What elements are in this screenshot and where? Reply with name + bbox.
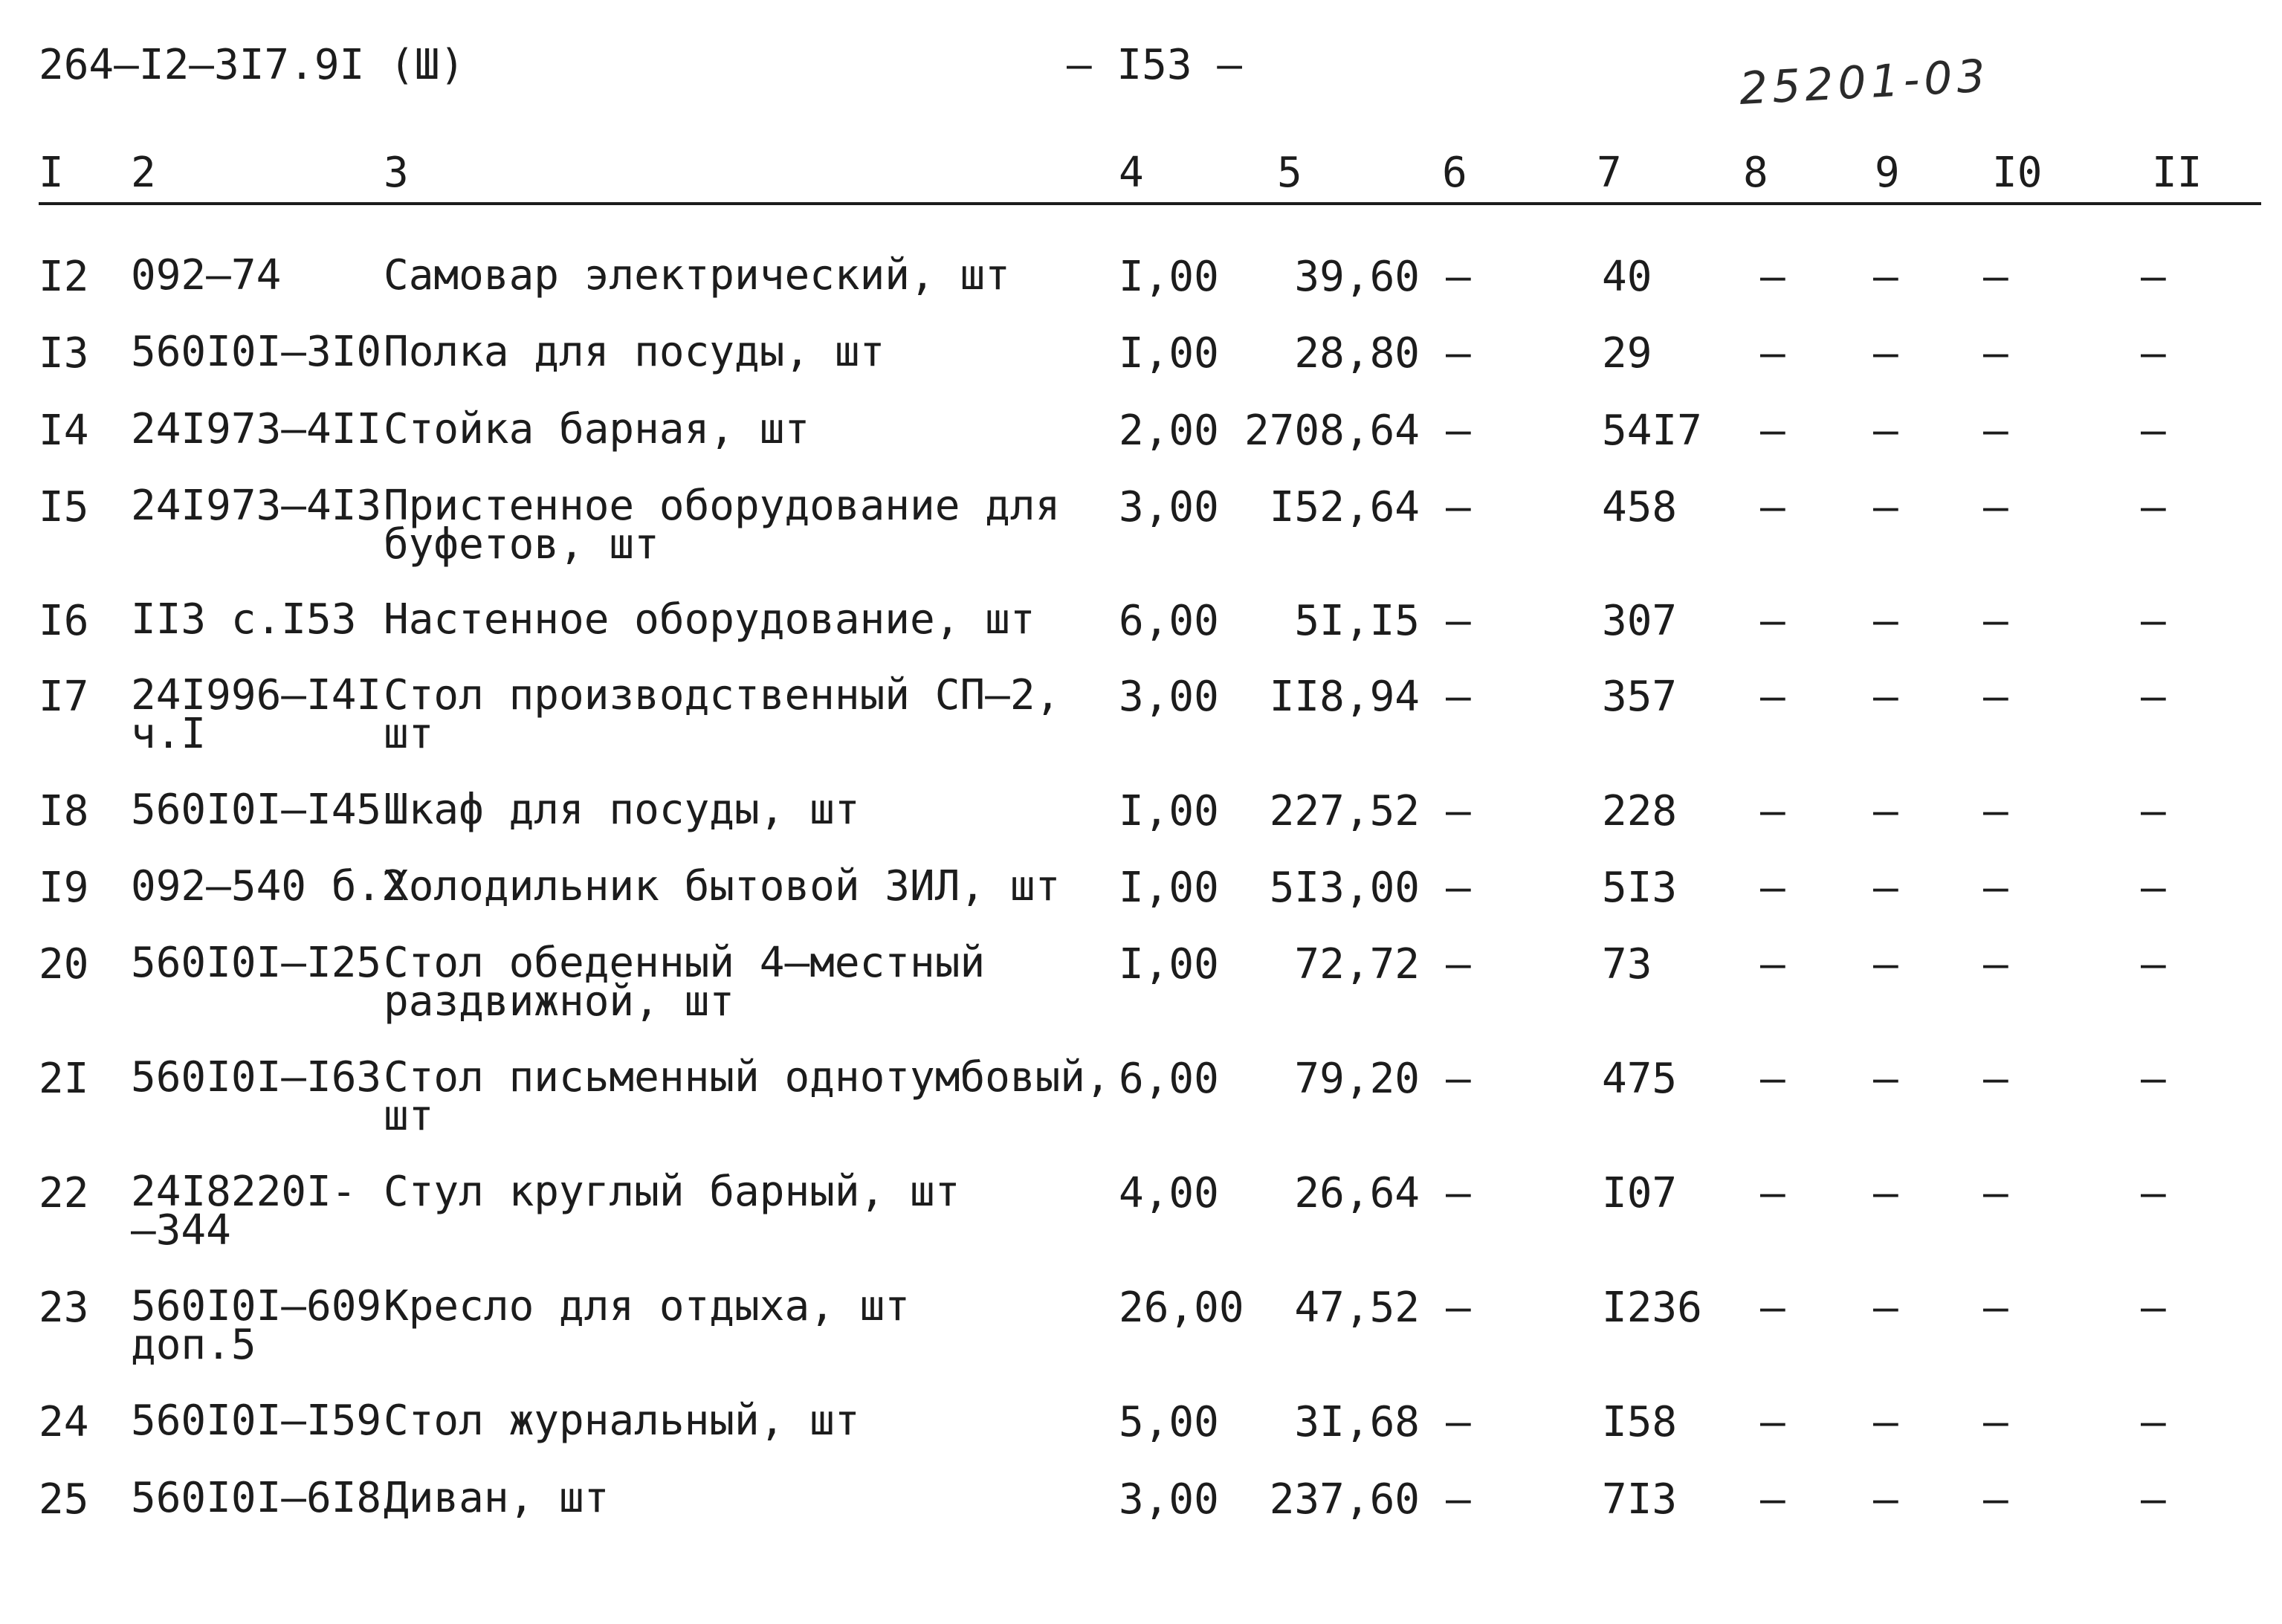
unit-price: 26,64 [1294,1169,1420,1217]
dash-cell: – [1983,253,2008,301]
dash-cell: – [1446,407,1471,455]
dash-cell: – [1760,864,1785,912]
dash-cell: – [1760,483,1785,531]
dash-cell: – [2141,1055,2166,1103]
dash-cell: – [1983,597,2008,645]
dash-cell: – [1983,483,2008,531]
item-name: Стол производственный СП–2, шт [384,671,1061,758]
dash-cell: – [1760,597,1785,645]
item-name: Полка для посуды, шт [384,328,885,376]
unit-price: 5I3,00 [1269,864,1420,912]
total-value: I07 [1602,1169,1678,1217]
dash-cell: – [1446,597,1471,645]
dash-cell: – [1983,1475,2008,1524]
dash-cell: – [1983,1169,2008,1217]
dash-cell: – [1873,1169,1898,1217]
dash-cell: – [2141,597,2166,645]
dash-cell: – [1446,1475,1471,1524]
dash-cell: – [1873,787,1898,835]
item-name: Стойка барная, шт [384,405,810,453]
dash-cell: – [2141,673,2166,721]
dash-cell: – [1983,1055,2008,1103]
item-code: 24I996–I4I ч.I [131,671,382,758]
quantity: I,00 [1119,253,1219,301]
dash-cell: – [1760,1398,1785,1446]
item-code: 560I0I–I59 [131,1397,382,1445]
item-name: Стол письменный однотумбовый, шт [384,1053,1111,1140]
dash-cell: – [1446,864,1471,912]
quantity: I,00 [1119,864,1219,912]
dash-cell: – [1873,1055,1898,1103]
column-header: I [39,149,64,197]
quantity: I,00 [1119,940,1219,989]
quantity: 26,00 [1119,1284,1244,1332]
total-value: I58 [1602,1398,1678,1446]
row-number: 20 [39,940,89,989]
column-header: II [2152,149,2202,197]
total-value: 475 [1602,1055,1678,1103]
item-name: Холодильник бытовой ЗИЛ, шт [384,862,1061,910]
dash-cell: – [2141,864,2166,912]
dash-cell: – [2141,940,2166,989]
quantity: 5,00 [1119,1398,1219,1446]
column-header: 2 [131,149,156,197]
dash-cell: – [1983,1284,2008,1332]
quantity: I,00 [1119,329,1219,378]
dash-cell: – [1760,1055,1785,1103]
dash-cell: – [1873,483,1898,531]
dash-cell: – [1873,329,1898,378]
row-number: I5 [39,483,89,531]
dash-cell: – [1446,1169,1471,1217]
item-code: 560I0I–I63 [131,1053,382,1101]
quantity: 4,00 [1119,1169,1219,1217]
item-code: 560I0I–3I0 [131,328,382,376]
item-code: 560I0I–6I8 [131,1474,382,1522]
item-name: Диван, шт [384,1474,610,1522]
item-name: Стол обеденный 4–местный раздвижной, шт [384,939,986,1026]
total-value: 40 [1602,253,1652,301]
dash-cell: – [1873,407,1898,455]
unit-price: 237,60 [1269,1475,1420,1524]
column-header: I0 [1992,149,2043,197]
total-value: 54I7 [1602,407,1702,455]
dash-cell: – [1873,253,1898,301]
handwritten-note: 25201-03 [1738,50,1991,115]
dash-cell: – [1983,940,2008,989]
dash-cell: – [1873,1284,1898,1332]
dash-cell: – [1446,787,1471,835]
dash-cell: – [1873,1398,1898,1446]
unit-price: 3I,68 [1294,1398,1420,1446]
unit-price: 72,72 [1294,940,1420,989]
row-number: I8 [39,787,89,835]
quantity: 3,00 [1119,1475,1219,1524]
unit-price: I52,64 [1269,483,1420,531]
dash-cell: – [2141,407,2166,455]
unit-price: II8,94 [1269,673,1420,721]
dash-cell: – [1760,1284,1785,1332]
total-value: 73 [1602,940,1652,989]
dash-cell: – [1983,673,2008,721]
dash-cell: – [1873,597,1898,645]
quantity: 2,00 [1119,407,1219,455]
row-number: 25 [39,1475,89,1524]
dash-cell: – [1446,940,1471,989]
dash-cell: – [2141,483,2166,531]
column-header: 7 [1597,149,1622,197]
row-number: 23 [39,1284,89,1332]
column-header: 9 [1875,149,1900,197]
unit-price: 39,60 [1294,253,1420,301]
dash-cell: – [1760,253,1785,301]
dash-cell: – [1873,940,1898,989]
item-name: Шкаф для посуды, шт [384,786,860,834]
total-value: 228 [1602,787,1678,835]
row-number: 24 [39,1398,89,1446]
row-number: I2 [39,253,89,301]
column-header: 8 [1743,149,1768,197]
total-value: 5I3 [1602,864,1678,912]
quantity: 6,00 [1119,597,1219,645]
item-name: Самовар электрический, шт [384,251,1010,300]
dash-cell: – [2141,1475,2166,1524]
dash-cell: – [1760,940,1785,989]
unit-price: 2708,64 [1244,407,1420,455]
dash-cell: – [2141,253,2166,301]
dash-cell: – [1446,1055,1471,1103]
dash-cell: – [1760,1475,1785,1524]
total-value: 357 [1602,673,1678,721]
item-code: 560I0I–I25 [131,939,382,987]
dash-cell: – [1446,329,1471,378]
dash-cell: – [1983,864,2008,912]
quantity: 3,00 [1119,673,1219,721]
item-code: 092–74 [131,251,282,300]
dash-cell: – [2141,329,2166,378]
dash-cell: – [1760,787,1785,835]
row-number: I4 [39,407,89,455]
dash-cell: – [2141,787,2166,835]
dash-cell: – [1760,1169,1785,1217]
row-number: I9 [39,864,89,912]
column-header: 6 [1442,149,1467,197]
dash-cell: – [1983,1398,2008,1446]
total-value: 458 [1602,483,1678,531]
dash-cell: – [1983,407,2008,455]
total-value: 29 [1602,329,1652,378]
row-number: 22 [39,1169,89,1217]
dash-cell: – [1983,329,2008,378]
unit-price: 79,20 [1294,1055,1420,1103]
quantity: 3,00 [1119,483,1219,531]
item-code: 24I8220I- –344 [131,1168,357,1255]
item-name: Кресло для отдыха, шт [384,1282,911,1330]
page-number: – I53 – [1067,41,1243,89]
item-code: 24I973–4II [131,405,382,453]
dash-cell: – [2141,1284,2166,1332]
dash-cell: – [1760,407,1785,455]
row-number: 2I [39,1055,89,1103]
quantity: 6,00 [1119,1055,1219,1103]
column-header: 3 [384,149,409,197]
dash-cell: – [1446,253,1471,301]
dash-cell: – [2141,1169,2166,1217]
dash-cell: – [1446,1284,1471,1332]
dash-cell: – [1873,864,1898,912]
dash-cell: – [1760,673,1785,721]
item-name: Стол журнальный, шт [384,1397,860,1445]
total-value: 7I3 [1602,1475,1678,1524]
unit-price: 28,80 [1294,329,1420,378]
item-code: II3 с.I53 [131,595,357,644]
row-number: I3 [39,329,89,378]
dash-cell: – [1760,329,1785,378]
dash-cell: – [1446,1398,1471,1446]
item-name: Стул круглый барный, шт [384,1168,960,1216]
total-value: I236 [1602,1284,1702,1332]
unit-price: 5I,I5 [1294,597,1420,645]
dash-cell: – [1873,673,1898,721]
item-code: 560I0I–I45 [131,786,382,834]
quantity: I,00 [1119,787,1219,835]
document-code: 264–I2–3I7.9I (Ш) [39,41,465,89]
item-code: 24I973–4I3 [131,482,382,530]
row-number: I6 [39,597,89,645]
dash-cell: – [1983,787,2008,835]
item-code: 092–540 б.2 [131,862,407,910]
dash-cell: – [1446,673,1471,721]
item-code: 560I0I–609 доп.5 [131,1282,382,1369]
unit-price: 47,52 [1294,1284,1420,1332]
unit-price: 227,52 [1269,787,1420,835]
column-header: 5 [1277,149,1302,197]
dash-cell: – [1873,1475,1898,1524]
row-number: I7 [39,673,89,721]
column-header: 4 [1119,149,1144,197]
dash-cell: – [2141,1398,2166,1446]
item-name: Пристенное оборудование для буфетов, шт [384,482,1061,569]
dash-cell: – [1446,483,1471,531]
item-name: Настенное оборудование, шт [384,595,1035,644]
total-value: 307 [1602,597,1678,645]
